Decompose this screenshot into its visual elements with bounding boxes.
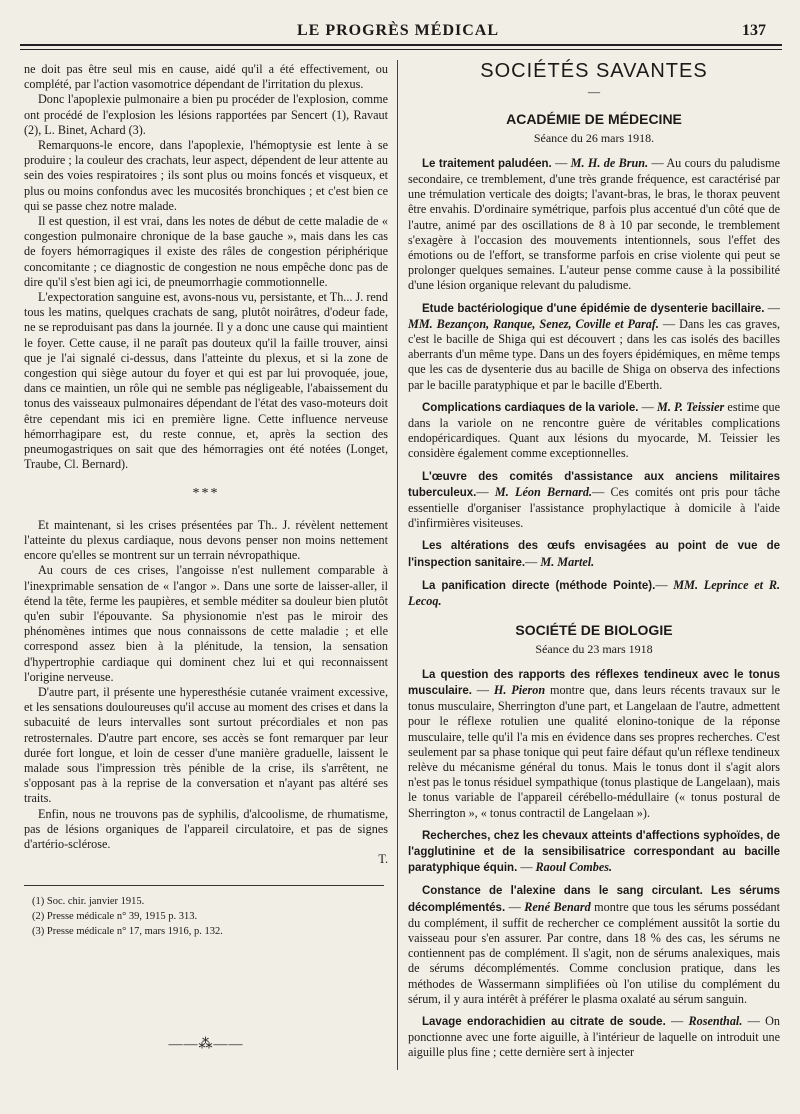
footnote-rule bbox=[24, 885, 384, 886]
item-title: La question des rapports des réflexes tendineux avec le tonus musculaire. bbox=[408, 668, 780, 697]
academy-heading: ACADÉMIE DE MÉDECINE bbox=[506, 111, 682, 128]
item-author: MM. Leprince et R. Lecoq. bbox=[408, 577, 781, 609]
item-text: Dans les cas graves, c'est le bacille de Shiga qui est découvert ; dans les cas isolés des bacilles aberrants d'un même type. Dans un des foyers épidémiques, en même temps que les cas de dysenterie dus au bacille de Shiga on observa des infections par le bacille paratyphique et par le bacille d'Eberth. bbox=[408, 316, 780, 392]
footnote: (3) Presse médicale n° 17, mars 1916, p. 132. bbox=[32, 926, 223, 938]
paragraph: D'autre part, il présente une hyperesthésie cutanée vraiment excessive, et les sensations douloureuses qu'il accuse au moment des crises et dans la subacuité de leurs intervalles sont surtout précordiales et non pas retrosternales. D'autre part encore, ses accès se font remarquer par leur durée fort longue, et loin de cesser d'une manière graduelle, laissent le malade sous l'impression très pénible de la crise, ils s'arrêtent, ne s'opposant pas à la reprise de la conversation et n'ayant pas altéré ses traits. bbox=[24, 684, 388, 806]
report-item: Complications cardiaques de la variole. — M. P. Teissier estime que dans la variole on ne rencontre guère de véritables complications endopéricardiques. Quant aux lésions du myocarde, M. Teissier les considère également comme exceptionnelles. bbox=[408, 399, 780, 461]
report-item: Constance de l'alexine dans le sang circulant. Les sérums décomplémentés. — René Benard montre que tous les sérums possédant du complément, il suffit de rechercher ce complément aussitôt la sortie du vaisseau pour s'en assurer. Par contre, dans 18 % des cas, les sérums ne contiennent pas de complément. Il s'agit, non de sérums analexiques, mais de sérums décomplémentés. Comme conclusion pratique, dans les méthodes de Wassermann simplifiées où l'on utilise du complément du sérum, il y aura intérêt à préférer le plasma oxalaté au sérum sanguin. bbox=[408, 885, 781, 1006]
item-author: M. P. Teissier bbox=[656, 399, 725, 414]
item-author: René Benard bbox=[524, 899, 591, 914]
item-author: M. H. de Brun. bbox=[570, 155, 649, 170]
paragraph: L'expectoration sanguine est, avons-nous vu, persistante, et Th... J. rend tous les matins, quelques crachats de sang, plutôt noirâtres, d'odeur fade, ne se reproduisant pas dans la journée. Il y a donc une cause qui maintient le foyer. Cette cause, il ne paraît pas douteux qu'il la faille trouver, ainsi que je l'ai signalé ci-dessus, dans l'atteinte du plexus, et si la zone de congestion qui siège autour du foyer et qui est par lui provoquée, joue, dans ce maintien, un rôle qui ne semble pas négligeable, l'abaissement du tonus des vaisseaux pulmonaires dépendant de l'état des vaso-moteurs doit être cependant mis ici en première ligne. Cette influence nerveuse hémorrhagipare est, du reste connue, et, après la section des pneumogastriques on sait que des hémorragies ont été notées (Longet, Traube, Cl. Bernard). bbox=[24, 290, 388, 472]
report-item: Les altérations des œufs envisagées au point de vue de l'inspection sanitaire.— M. Martel. bbox=[408, 540, 780, 569]
section-title: SOCIÉTÉS SAVANTES bbox=[480, 60, 708, 82]
report-item: La panification directe (méthode Pointe).— MM. Leprince et R. Lecoq. bbox=[408, 577, 781, 609]
ornament-divider: ——⁂—— bbox=[168, 1037, 244, 1053]
item-author: M. Martel. bbox=[540, 554, 595, 569]
item-author: Raoul Combes. bbox=[535, 860, 613, 875]
report-item: Lavage endorachidien au citrate de soude. — Rosenthal. — On ponctionne avec une forte aiguille, à l'intérieur de laquelle on introduit une aiguille plus fine ; cette dernière sert à injecter bbox=[408, 1013, 781, 1060]
paragraph: ne doit pas être seul mis en cause, aidé qu'il a été effectivement, ou complété, par l'action vasomotrice dépendant de l'irritation du plexus. bbox=[24, 62, 388, 92]
report-item: La question des rapports des réflexes tendineux avec le tonus musculaire. — H. Pieron montre que, dans leurs récents travaux sur le tonus musculaire, Sherrington d'une part, et Langelaan de l'autre, admettent pour le réflexe rotulien une qualité elonino-tonique de la réponse musculaire, telle qu'il l'a mis en évidence dans ses propres recherches. C'est seulement par sa phase tonique qui peut faire défaut qu'un réflexe tendineux relève du mécanisme général du tonus. Mais le tonus dont il s'agit alors n'est pas le tonus résiduel sympathique (tonus plastique de Langelaan), mais le tonus variable de l'appareil cérébello-médullaire (« tonus postural de Sherrington », « tonus contractil de Langelaan »). bbox=[408, 668, 780, 820]
item-title: Les altérations des œufs envisagées au point de vue de l'inspection sanitaire. bbox=[408, 540, 780, 569]
item-text: montre que tous les sérums possédant du complément, il suffit de rechercher ce complément aussitôt la sortie du vaisseau pour s'en assurer. Par contre, dans 18 % des cas, les sérums ne contiennent pas de complément. Il s'agit, non de sérums analexiques, mais de sérums décomplémentés. Comme conclusion pratique, dans les méthodes de Wassermann simplifiées où l'on utilise du complément du sérum, il y aura intérêt à préférer le plasma oxalaté au sérum sanguin. bbox=[408, 899, 781, 1006]
left-column bbox=[24, 62, 388, 1053]
report-item: Le traitement paludéen. — M. H. de Brun. — Au cours du paludisme secondaire, ce tremblement, d'une très grande fréquence, est caractérisé par une trémulation verticale des doigts; l'avant-bras, le bras, le thorax peuvent être envahis. D'ordinaire symétrique, parfois plus accentué d'un côté que de l'autre, animé par des oscillations de 8 à 10 par seconde, le tremblement s'exagère à l'occasion des mouvements intentionnels, sous l'effet des émotions ou de l'effort, se transforme parfois en crise violente qui peut se prolonger quelques semaines. L'auteur pense comme cause à la possibilité d'une lésion organique relevant du paludisme. bbox=[408, 155, 781, 293]
page-number: 137 bbox=[742, 22, 766, 39]
item-title: Constance de l'alexine dans le sang circulant. Les sérums décomplémentés. bbox=[408, 885, 780, 914]
title-dash: — bbox=[587, 85, 601, 100]
item-text: Ces comités ont pris pour tâche essentielle d'organiser l'assistance prophylactique à domicile à l'aide d'infirmières visiteuses. bbox=[408, 484, 781, 531]
paragraph: Et maintenant, si les crises présentées par Th.. J. révèlent nettement l'atteinte du plexus cardiaque, nous devons penser non moins nettement encore qu'elles se montrent sur un terrain névropathique. bbox=[24, 517, 388, 563]
running-title: LE PROGRÈS MÉDICAL bbox=[296, 22, 500, 39]
column-divider bbox=[397, 60, 398, 1070]
item-author: H. Pieron bbox=[493, 682, 546, 697]
item-text: On ponctionne avec une forte aiguille, à l'intérieur de laquelle on introduit une aiguille plus fine ; cette dernière sert à injecter bbox=[408, 1013, 781, 1060]
page-header bbox=[20, 22, 776, 44]
item-text: montre que, dans leurs récents travaux sur le tonus musculaire, Sherrington d'une part, et Langelaan de l'autre, admettent pour le réflexe rotulien une qualité elonino-tonique de la réponse musculaire, telle qu'il l'a mis en évidence dans ses propres recherches. C'est seulement par sa phase tonique qui peut faire défaut qu'un réflexe tendineux relève du mécanisme général du tonus. Mais le tonus dont il s'agit alors n'est pas le tonus résiduel sympathique (tonus plastique de Langelaan), mais le tonus variable de l'appareil cérébello-médullaire (« tonus postural de Sherrington », « tonus contractil de Langelaan »). bbox=[408, 682, 780, 820]
item-text: estime que dans la variole on ne rencontre guère de véritables complications endopéricardiques. Quant aux lésions du myocarde, M. Teissier les considère également comme exceptionnelles. bbox=[408, 399, 780, 461]
item-author: M. Léon Bernard. bbox=[494, 484, 593, 499]
report-item: Recherches, chez les chevaux atteints d'affections syphoïdes, de l'agglutinine et de la sensibilisatrice correspondant au bacille paratyphique équin. — Raoul Combes. bbox=[408, 829, 780, 875]
right-column bbox=[408, 62, 780, 1068]
footnote: (2) Presse médicale n° 39, 1915 p. 313. bbox=[32, 911, 198, 923]
paragraph: Remarquons-le encore, dans l'apoplexie, l'hémoptysie est lente à se produire ; la couleur des crachats, leur aspect, dépendent de leur attente au sein des voies respiratoires ; ils sont plus ou moins foncés et visqueux, et plus ou moins confondus avec les mucosités bronchiques ; et c'est bien ce qui se passe chez notre malade. bbox=[24, 138, 388, 213]
item-title: Complications cardiaques de la variole. bbox=[422, 401, 639, 414]
report-item: L'œuvre des comités d'assistance aux anciens militaires tuberculeux.— M. Léon Bernard.— Ces comités ont pris pour tâche essentielle d'organiser l'assistance prophylactique à domicile à l'aide d'infirmières visiteuses. bbox=[408, 470, 781, 531]
paragraph: Donc l'apoplexie pulmonaire a bien pu procéder de l'explosion, comme ont procédé de l'explosion les lésions rapportées par Sencert (1), Ravaut (2), L. Binet, Achard (3). bbox=[24, 92, 388, 137]
item-author: MM. Bezançon, Ranque, Senez, Coville et Paraf. bbox=[408, 316, 659, 331]
session-date: Séance du 23 mars 1918 bbox=[535, 641, 653, 656]
item-title: La panification directe (méthode Pointe). bbox=[422, 579, 656, 592]
footnote: (1) Soc. chir. janvier 1915. bbox=[32, 896, 145, 908]
item-title: Lavage endorachidien au citrate de soude. bbox=[422, 1015, 666, 1028]
report-item: Etude bactériologique d'une épidémie de dysenterie bacillaire. — MM. Bezançon, Ranque, Senez, Coville et Paraf. — Dans les cas graves, c'est le bacille de Shiga qui est découvert ; dans les cas isolés des bacilles aberrants d'un même type. Dans un des foyers épidémiques, en même temps que les cas de dysenterie dus au bacille de Shiga on observa des infections par le bacille paratyphique et par le bacille d'Eberth. bbox=[408, 300, 780, 392]
item-title: Recherches, chez les chevaux atteints d'affections syphoïdes, de l'agglutinine et de la sensibilisatrice correspondant au bacille paratyphique équin. bbox=[408, 829, 780, 875]
item-title: Etude bactériologique d'une épidémie de dysenterie bacillaire. bbox=[422, 302, 765, 315]
item-text: Au cours du paludisme secondaire, ce tremblement, d'une très grande fréquence, est caractérisé par une trémulation verticale des doigts; l'avant-bras, le bras, le thorax peuvent être envahis. D'ordinaire symétrique, parfois plus accentué d'un côté que de l'autre, animé par des oscillations de 8 à 10 par seconde, le tremblement s'exagère à l'occasion des mouvements intentionnels, sous l'effet des émotions ou de l'effort, se transforme parfois en crise violente qui peut se prolonger quelques semaines. L'auteur pense comme cause à la possibilité d'une lésion organique relevant du paludisme. bbox=[408, 155, 781, 293]
item-title: L'œuvre des comités d'assistance aux anciens militaires tuberculeux. bbox=[408, 470, 780, 499]
header-rule bbox=[20, 44, 782, 50]
asterism-separator: *** bbox=[192, 486, 220, 502]
session-date: Séance du 26 mars 1918. bbox=[533, 130, 655, 145]
society-heading: SOCIÉTÉ DE BIOLOGIE bbox=[515, 622, 673, 639]
item-author: Rosenthal. bbox=[688, 1013, 743, 1028]
paragraph: Enfin, nous ne trouvons pas de syphilis, d'alcoolisme, de rhumatisme, pas de lésions organiques de l'appareil circulatoire, et pas de signes d'artério-sclérose. bbox=[24, 806, 388, 851]
paragraph: Il est question, il est vrai, dans les notes de début de cette maladie de « congestion pulmonaire chronique de la base gauche », mais dans les cas de foyers hémorragiques il existe des râles de congestion périphérique concomitante ; ce diagnostic de congestion ne nous empêche donc pas de dire qu'il s'est bien agi ici, de pneumorrhagie commotionnelle. bbox=[24, 214, 388, 289]
paragraph: Au cours de ces crises, l'angoisse n'est nullement comparable à l'inexprimable sensation de « l'angor ». Dans une sorte de laisser-aller, il étend la tête, ferme les paupières, et semble méditer sa douleur bien plutôt qu'en subir l'épouvante. Sa physionomie n'est pas le miroir des phénomènes intimes que nous connaissons de cette maladie ; et elle correspond assez bien à la plénitude, la tension, la sensation d'hypertrophie cardiaque qui dominent chez lui et qui reconnaissent l'origine nerveuse. bbox=[24, 563, 388, 684]
author-signature: T. bbox=[378, 852, 388, 867]
item-title: Le traitement paludéen. bbox=[422, 157, 552, 170]
